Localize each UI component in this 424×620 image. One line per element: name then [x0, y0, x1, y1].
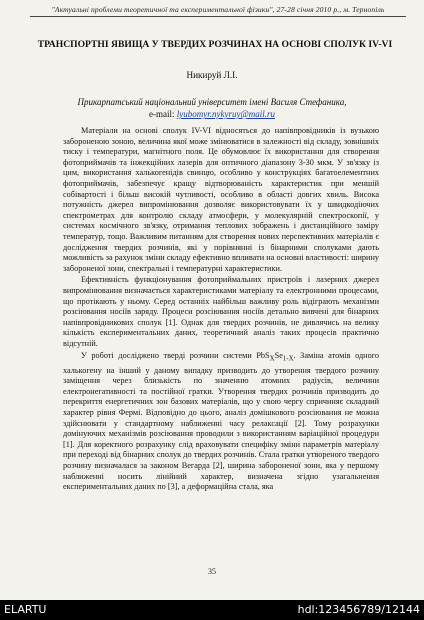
paragraph-text: Se — [274, 351, 283, 361]
repository-label: ELARTU — [4, 603, 47, 616]
affiliation: Прикарпатський національний університет імені Василя Стефаника, — [77, 97, 347, 107]
subscript: 1-X — [282, 356, 294, 364]
email-line — [0, 108, 424, 120]
body-text — [63, 126, 379, 494]
viewer-footer-bar — [0, 600, 424, 620]
email-label: e-mail: — [148, 109, 177, 119]
paragraph: Ефективність функціонування фотоприймальних пристроїв і лазерних джерел випромінювання визначається характеристиками матеріалу та електронними процесами, що протікають у ньому. Серед останніх найбільш важливу роль відіграють механізми розсіювання носіїв заряду. Процеси розсіювання носіїв детально вивчені для бінарних напівпровідникових сполук [1]. Однак для твердих розчинів, не дивлячись на велику кількість експериментальних даних, теоретичний аналіз таких процесів практично відсутній. — [63, 275, 379, 348]
email-link[interactable]: lyubomyr.nykyruy@mail.ru — [176, 109, 275, 119]
paragraph-text: . Заміна атомів одного халькогену на інший у даному випадку призводить до утворення твердого розчину заміщення через близькість по значенню атомних радіусів, величини електронегативності та постійної гратки. Утворення твердих розчинів призводить до перекриття енергетичних зон базових матеріалів, що у свою чергу спричиняє складний характер рівня Фермі. Відповідно до цього, аналіз домішкового розсіювання не можна здійснювати у стандартному наближенні часу релаксації [2]. Тому розрахунки домінуючих механізмів розсіювання проводили з використанням варіаційної процедури [1]. Для коректного розрахунку слід враховувати специфіку зміни параметрів матеріалу при переході від бінарних сполук до твердих розчинів. Стала гратки утвореного твердого розчину визначалася за законом Вегарда [2], ширина забороненої зони, яка у першому наближенні носить лінійний характер, визначена згідно узагальнення експериментальних даних по [3], а деформаційна стала, яка — [63, 351, 379, 492]
page-number: 35 — [208, 567, 216, 576]
running-header: "Актуальні проблеми теоретичної та експериментальної фізики", 27-28 січня 2010 р., м. Тернопіль — [30, 5, 406, 17]
subscript: X — [269, 356, 275, 364]
affiliation-block — [0, 96, 424, 120]
author-name: Никируй Л.І. — [186, 70, 238, 80]
paper-title: ТРАНСПОРТНІ ЯВИЩА У ТВЕРДИХ РОЗЧИНАХ НА ОСНОВІ СПОЛУК IV-VI — [37, 39, 393, 50]
paragraph — [63, 351, 379, 492]
paragraph-text: У роботі досліджено тверді розчини системи PbS — [81, 351, 270, 361]
paragraph: Матеріали на основі сполук IV-VI відносяться до напівпровідників із вузькою забороненою зоною, величина якої може змінюватися в залежності від складу, зовнішніх тиску і температури, магнітного поля. Це обумовлює їх використання для створення фотоприймачів та інжекційних лазерів для оптичного діапазону 3-30 мкм. У зв'язку із цим, використання халькогенідів свинцю, особливо у конструкціях багатоелементних фотоприймачів, забезпечує кращу відтворюваність характеристик при меншій собівартості і більш високій чутливості, особливо в області довгих хвиль. Висока потужність джерел випромінювання дозволяє використовувати їх у швидкодіючих спектрометрах для контролю складу атмосфери, у молекулярній спектроскопії, у системах космічного зв'язку, отримання теплових зображень і дистанційного заміру температур, тощо. Важливим питанням для створення нових перспективних матеріалів є дослідження твердих розчинів, які у порівнянні із бінарними сполуками дають можливість за рахунок зміни складу ефективно впливати на основні властивості: ширину забороненої зони, спектральні і температурні характеристики. — [63, 126, 379, 273]
handle-label: hdl:123456789/12144 — [297, 603, 420, 616]
